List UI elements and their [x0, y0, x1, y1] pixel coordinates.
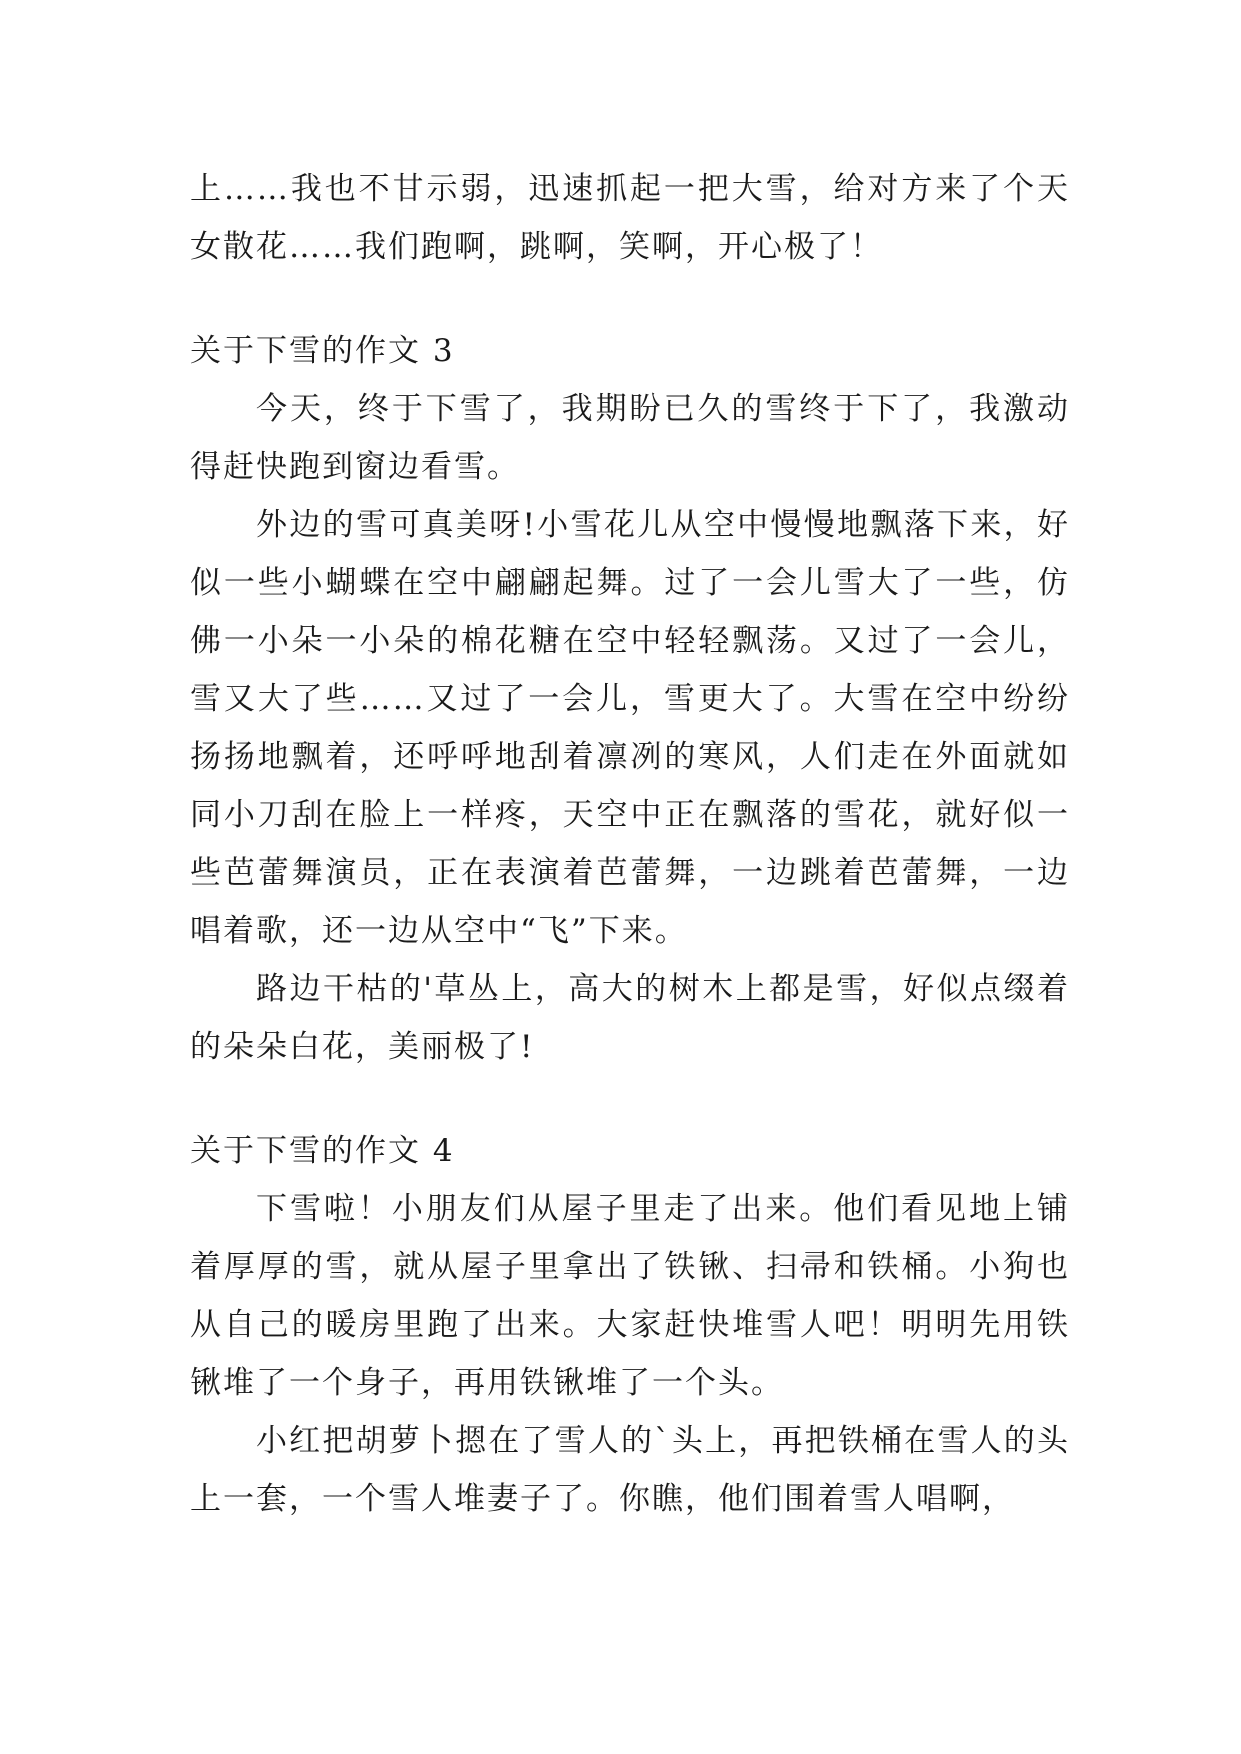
paragraph: 路边干枯的'草丛上，高大的树木上都是雪，好似点缀着的朵朵白花，美丽极了!: [190, 971, 1070, 1065]
paragraph: 外边的雪可真美呀!小雪花儿从空中慢慢地飘落下来，好似一些小蝴蝶在空中翩翩起舞。过了一会儿雪大了一些，仿佛一小朵一小朵的棉花糖在空中轻轻飘荡。又过了一会儿，雪又大了些……又过了一会儿，雪更大了。大雪在空中纷纷扬扬地飘着，还呼呼地刮着凛冽的寒风，人们走在外面就如同小刀刮在脸上一样疼，天空中正在飘落的雪花，就好似一些芭蕾舞演员，正在表演着芭蕾舞，一边跳着芭蕾舞，一边唱着歌，还一边从空中“飞”下来。: [190, 507, 1070, 949]
essay-section-3: [190, 322, 1070, 1076]
paragraph: 小红把胡萝卜摁在了雪人的`头上，再把铁桶在雪人的头上一套，一个雪人堆妻子了。你瞧，他们围着雪人唱啊，: [190, 1423, 1070, 1517]
section-heading: 关于下雪的作文 4: [190, 1133, 455, 1169]
section-gap: [190, 1076, 1070, 1122]
essay-section-4: [190, 1122, 1070, 1528]
continued-paragraph: 上……我也不甘示弱，迅速抓起一把大雪，给对方来了个天女散花……我们跑啊，跳啊，笑啊，开心极了！: [190, 171, 1070, 265]
section-heading: 关于下雪的作文 3: [190, 333, 455, 369]
paragraph: 今天，终于下雪了，我期盼已久的雪终于下了，我激动得赶快跑到窗边看雪。: [190, 391, 1070, 485]
page-content: [190, 160, 1070, 1528]
paragraph: 下雪啦！小朋友们从屋子里走了出来。他们看见地上铺着厚厚的雪，就从屋子里拿出了铁锹、扫帚和铁桶。小狗也从自己的暖房里跑了出来。大家赶快堆雪人吧！明明先用铁锹堆了一个身子，再用铁锹堆了一个头。: [190, 1191, 1070, 1401]
section-gap: [190, 276, 1070, 322]
